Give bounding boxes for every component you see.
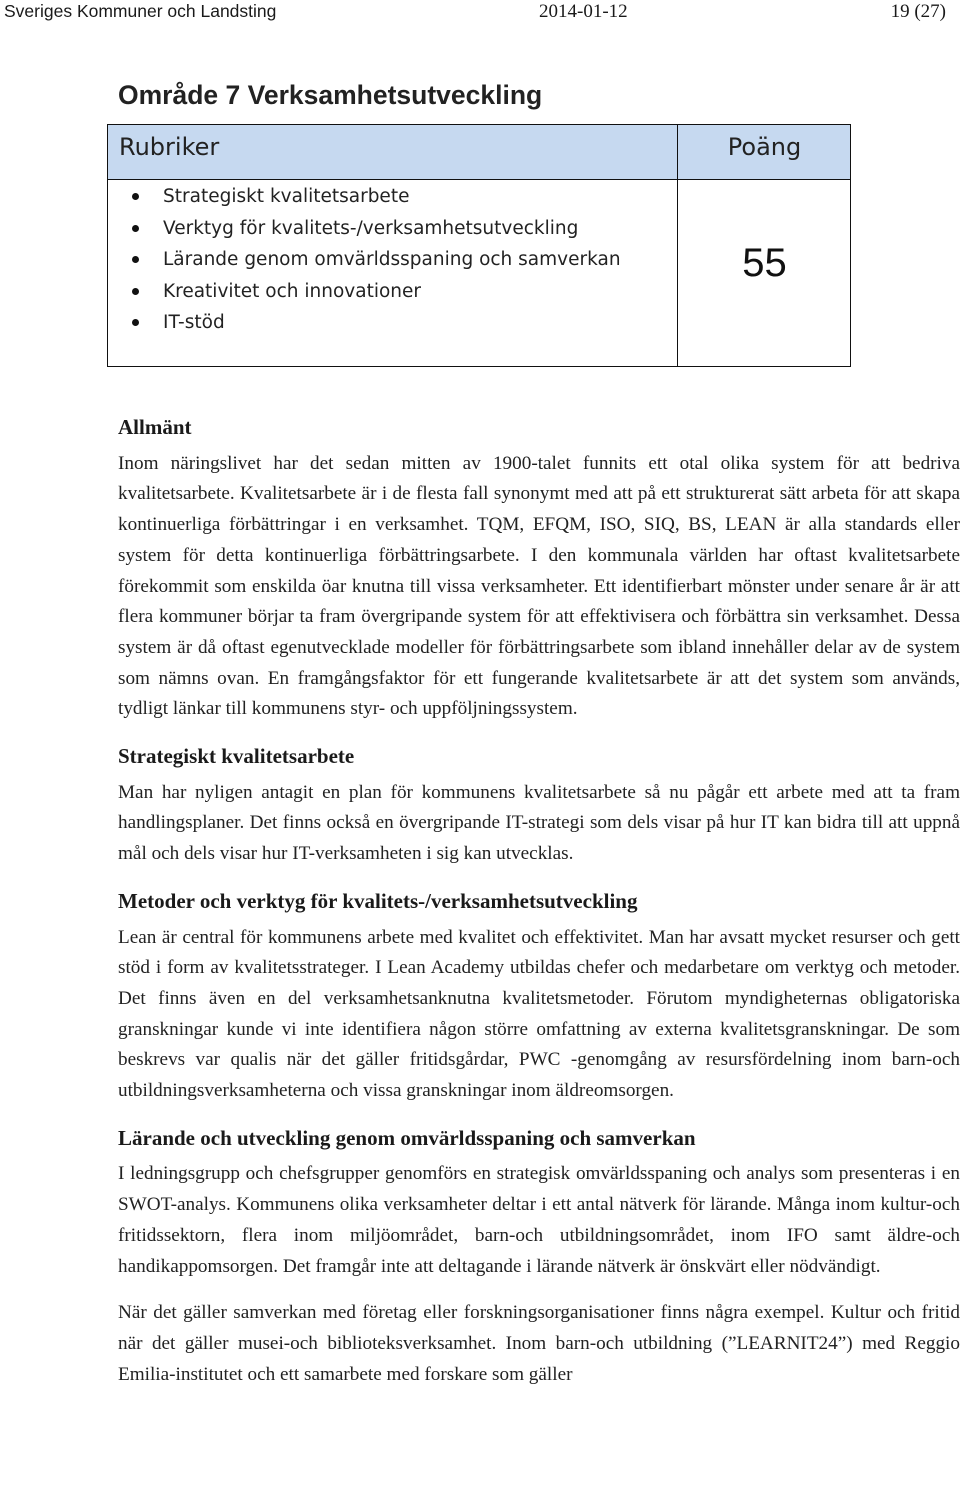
section-heading-strategiskt: Strategiskt kvalitetsarbete: [118, 744, 355, 769]
list-item: [108, 276, 621, 308]
paragraph: Lean är central för kommunens arbete med kvalitet och effektivitet. Man har avsatt mycket resurser och gett stöd i form av kvalitetsstrateger. I Lean Academy utbildas chefer och medarbetare om verktyg och metoder. Det finns även en del verksamhetsanknutna kvalitetsmetoder. Förutom myndigheternas obligatoriska granskningar kunde vi inte identifiera någon större omfattning av externa kvalitetsgranskningar. De som beskrevs var qualis när det gäller fritidsgårdar, PWC -genomgång av resursfördelning inom barn-och utbildningsverksamheterna och vissa granskningar inom äldreomsorgen.: [118, 926, 960, 1102]
section-title: Område 7 Verksamhetsutveckling: [118, 80, 543, 110]
list-item-label: Strategiskt kvalitetsarbete: [163, 186, 410, 207]
list-item-label: Verktyg för kvalitets-/verksamhetsutveckling: [163, 217, 579, 239]
list-item: [108, 244, 621, 276]
section-heading-larande: Lärande och utveckling genom omvärldsspaning och samverkan: [118, 1125, 696, 1150]
paragraph: Man har nyligen antagit en plan för kommunens kvalitetsarbete så nu pågår ett arbete med att ta fram handlingsplaner. Det finns också en övergripande IT-strategi som dels visar på hur IT kan bidra till att uppnå mål och dels visar hur IT-verksamheten i sig kan utvecklas.: [118, 781, 960, 865]
bullet-icon: [132, 225, 139, 232]
bullet-icon: [132, 288, 139, 295]
score-table: [107, 124, 851, 367]
table-header-poang: Poäng: [727, 133, 802, 161]
bullet-icon: [132, 319, 139, 326]
list-item-label: Kreativitet och innovationer: [163, 280, 422, 302]
table-header-rubriker: Rubriker: [119, 133, 220, 161]
document-body: [118, 412, 960, 1390]
paragraph: När det gäller samverkan med företag eller forskningsorganisationer finns några exempel. Kultur och fritid när det gäller musei-och biblioteksverksamhet. Inom barn-och utbildning (”LEARNIT24”) med Reggio Emilia-institutet och ett samarbete med forskare som gäller: [118, 1302, 960, 1385]
list-item: [108, 213, 621, 245]
list-item: [108, 181, 621, 213]
rubriker-list: [108, 181, 621, 339]
section-heading-metoder: Metoder och verktyg för kvalitets-/verksamhetsutveckling: [118, 888, 638, 913]
bullet-icon: [132, 256, 139, 263]
list-item: [108, 307, 621, 339]
paragraph: Inom näringslivet har det sedan mitten av 1900-talet funnits ett otal olika system för att bedriva kvalitetsarbete. Kvalitetsarbete är i de flesta fall synonymt med att på ett strukturerat sätt arbeta för att skapa kontinuerliga förbättringar i en verksamhet. TQM, EFQM, ISO, SIQ, BS, LEAN är alla standards eller system för detta kontinuerliga förbättringsarbete. I den kommunala världen har oftast kvalitetsarbete förekommit som enskilda öar knutna till vissa verksamheter. Ett identifierbart mönster under senare år är att flera kommuner börjar ta fram övergripande system för att effektivisera och förbättra sin verksamhet. Dessa system är då oftast egenutvecklade modeller för förbättringsarbete som ibland innehåller delar av de system som nämns ovan. En framgångsfaktor för ett fungerande kvalitetsarbete är att det system som används, tydligt länkar till kommunens styr- och uppföljningssystem.: [118, 452, 960, 720]
section-heading-allmant: Allmänt: [118, 415, 192, 439]
page-header: [0, 0, 960, 30]
points-value: 55: [742, 241, 787, 285]
list-item-label: IT-stöd: [163, 312, 225, 333]
bullet-icon: [132, 193, 139, 200]
list-item-label: Lärande genom omvärldsspaning och samverkan: [163, 249, 621, 270]
organization-name: Sveriges Kommuner och Landsting: [4, 1, 277, 21]
paragraph: I ledningsgrupp och chefsgrupper genomförs en strategisk omvärldsspaning och analys som presenteras i en SWOT-analys. Kommunens olika verksamheter deltar i ett antal nätverk för lärande. Många inom kultur-och fritidssektorn, flera inom miljöområdet, barn-och utbildningsområdet, inom IFO samt äldre-och handikappomsorgen. Det framgår inte att deltagande i lärande nätverk är önskvärt eller nödvändigt.: [118, 1163, 960, 1277]
page-number: 19 (27): [890, 1, 946, 22]
document-date: 2014-01-12: [539, 1, 628, 22]
